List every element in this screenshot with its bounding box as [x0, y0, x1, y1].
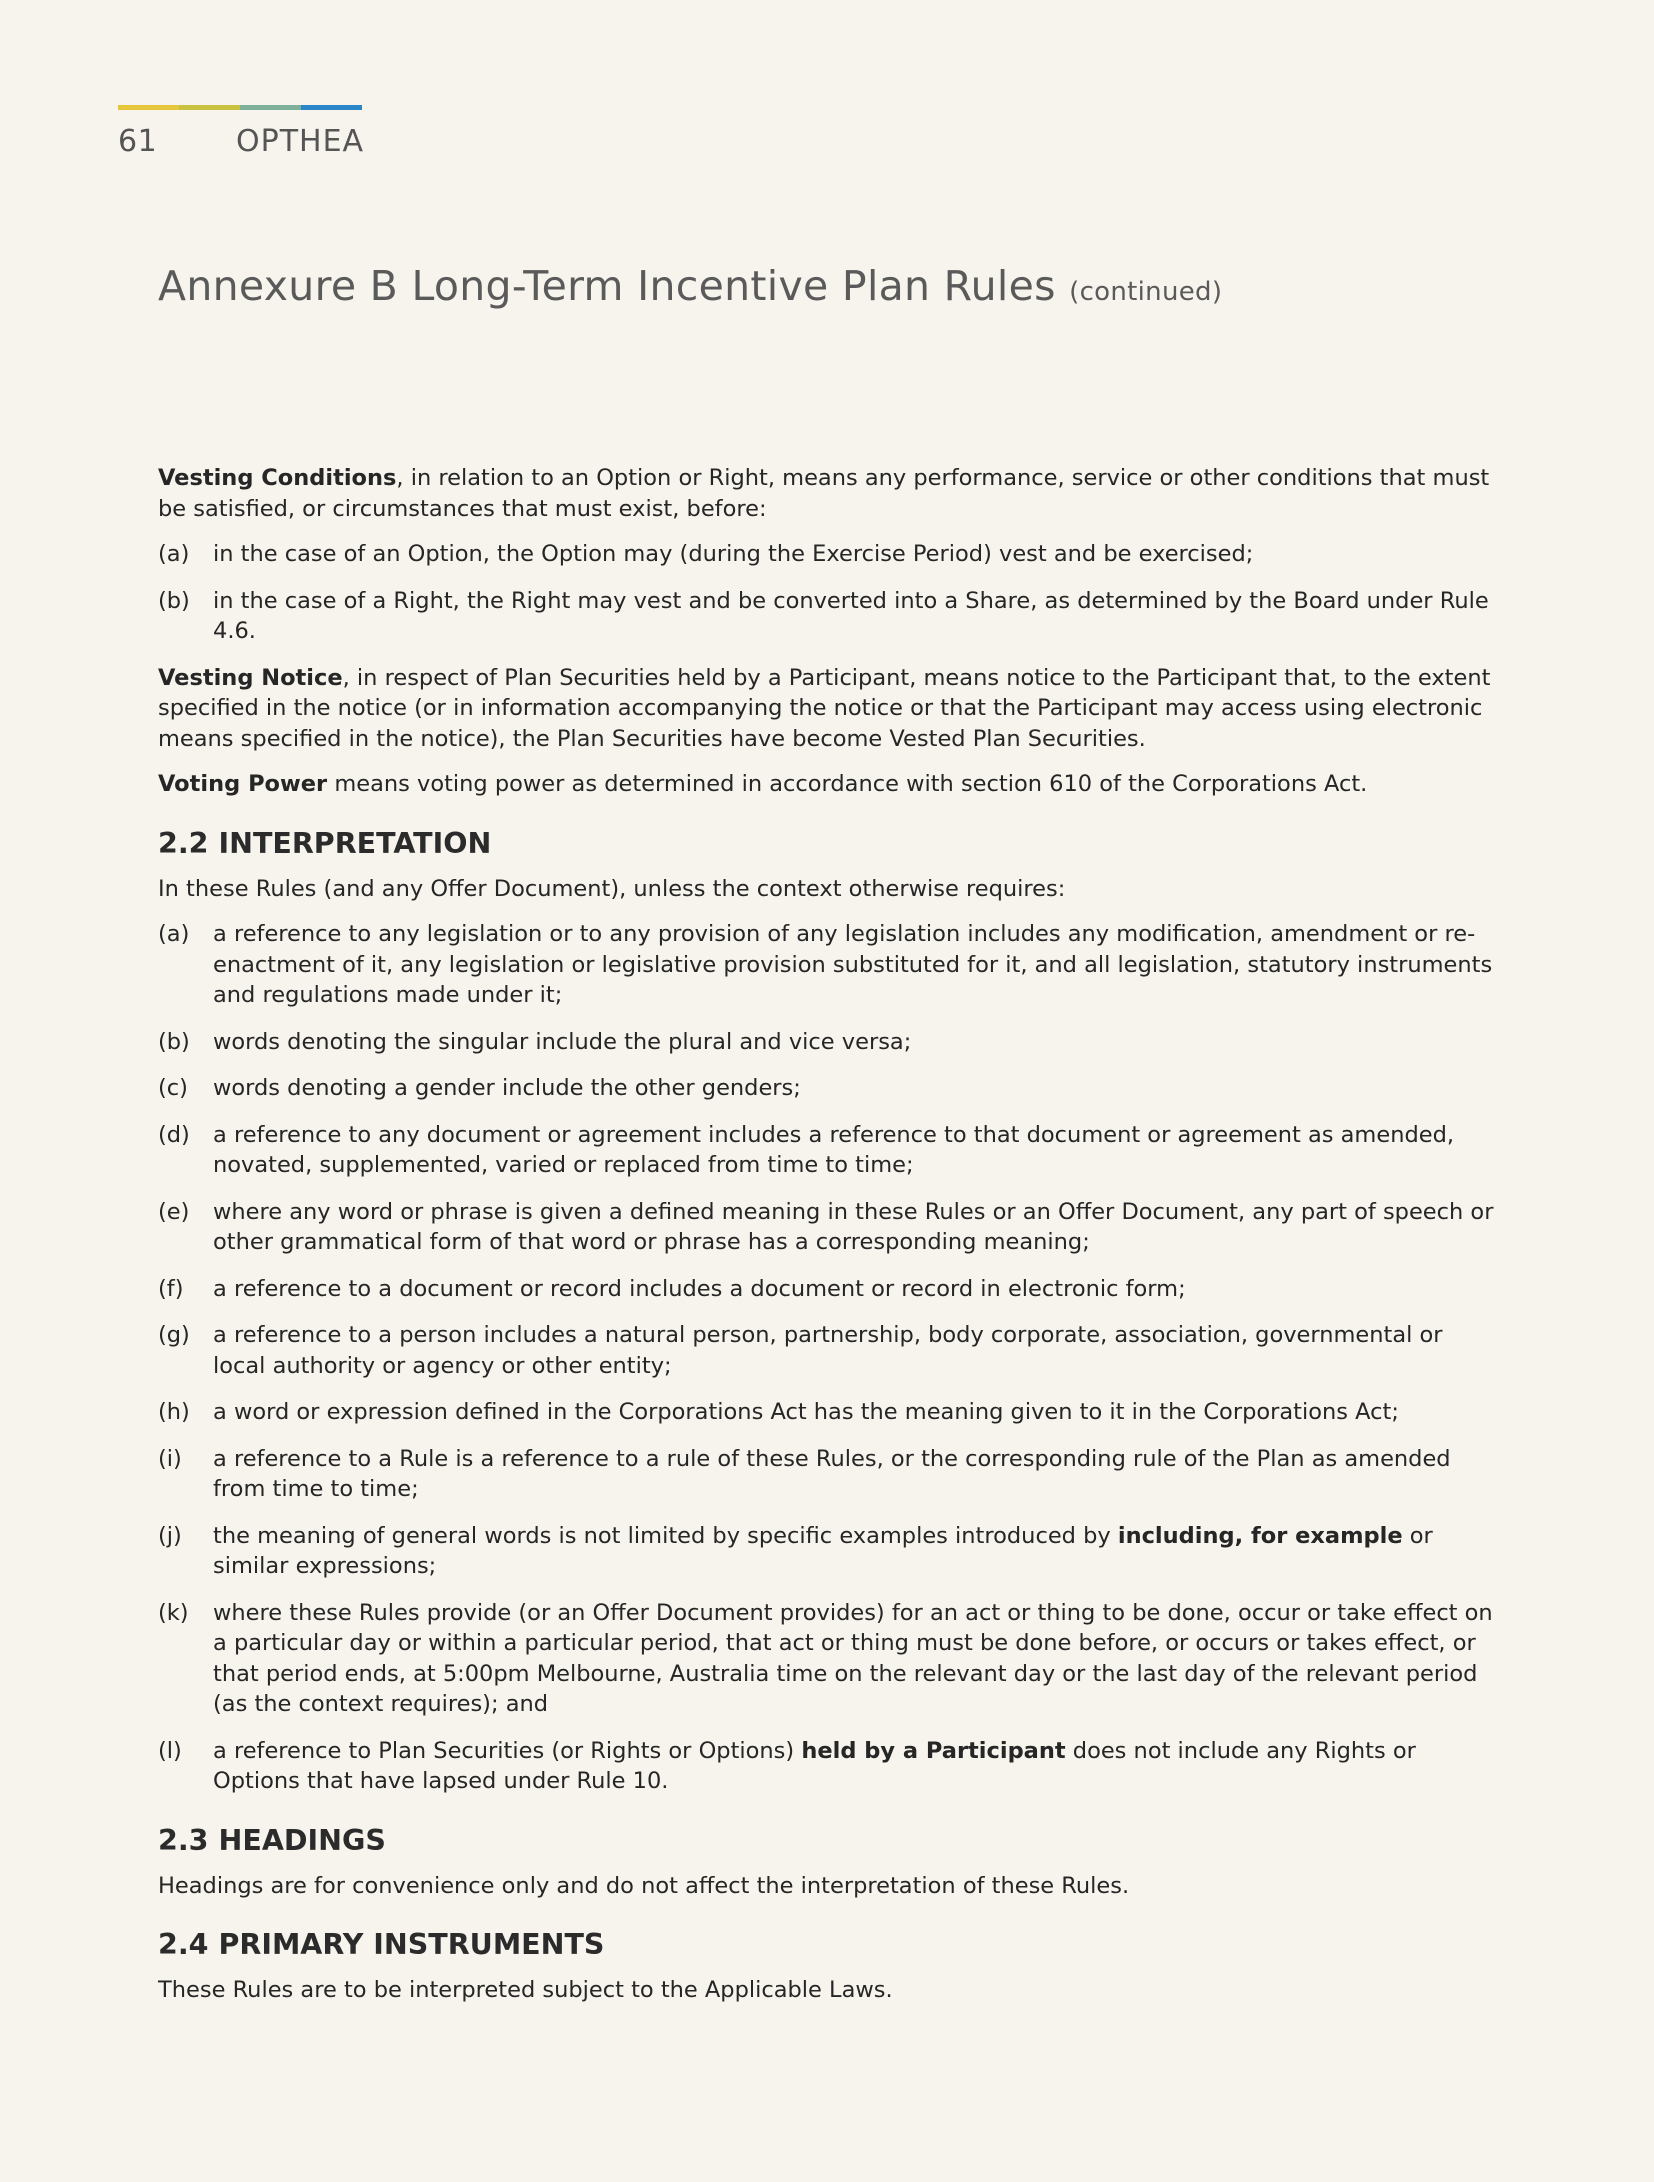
page-title-suffix: (continued) [1069, 277, 1223, 307]
definition-text: , in respect of Plan Securities held by a Participant, means notice to the Participant that, to the extent specified in the notice (or in information accompanying the notice or that the Participant may access using electronic means specified in the notice), the Plan Securities have become Vested Plan Securities. [158, 664, 1491, 752]
accent-segment-3 [240, 105, 301, 110]
list-item-label: (a) [158, 541, 190, 567]
section-heading-headings [158, 1823, 1498, 1859]
list-item-label: (l) [158, 1737, 182, 1764]
bold-text-segment: held by a Participant [801, 1737, 1066, 1764]
section-text: Headings are for convenience only and do not affect the interpretation of these Rules. [158, 1872, 1130, 1899]
section-number: 2.4 [158, 1928, 209, 1961]
interpretation-list [158, 919, 1498, 1505]
list-item-text: a word or expression defined in the Corporations Act has the meaning given to it in the Corporations Act; [213, 1399, 1399, 1425]
section-number: 2.3 [158, 1823, 209, 1857]
list-item [158, 1197, 1498, 1258]
list-item-text: in the case of an Option, the Option may (during the Exercise Period) vest and be exercised; [213, 541, 1254, 567]
section-text: These Rules are to be interpreted subject to the Applicable Laws. [158, 1977, 893, 2003]
page-title [158, 262, 1222, 310]
defined-term: Vesting Notice [158, 664, 343, 691]
bold-text-segment: including, for example [1117, 1522, 1403, 1549]
accent-segment-4 [301, 105, 362, 110]
list-item-text: a reference to a document or record includes a document or record in electronic form; [213, 1275, 1186, 1302]
definition-text: means voting power as determined in accordance with section 610 of the Corporations Act. [327, 771, 1368, 797]
list-item-label: (b) [158, 587, 190, 614]
list-item-label: (j) [158, 1522, 182, 1549]
list-item-label: (c) [158, 1075, 188, 1101]
list-item-text: a reference to a person includes a natural person, partnership, body corporate, association, governmental or local authority or agency or other entity; [213, 1322, 1443, 1379]
section-number: 2.2 [158, 826, 209, 860]
list-item-text: words denoting a gender include the other genders; [213, 1075, 801, 1101]
list-item-label: (i) [158, 1445, 182, 1472]
list-item-label: (g) [158, 1322, 190, 1348]
list-item [158, 1444, 1498, 1505]
list-item [158, 1120, 1498, 1181]
text-segment: does not include any Rights or Options that have lapsed under Rule 10. [213, 1737, 1416, 1794]
list-item-text: where these Rules provide (or an Offer Document provides) for an act or thing to be done, occur or take effect on a particular day or within a particular period, that act or thing must be done before, or occurs or takes effect, or that period ends, at 5:00pm Melbourne, Australia time on the relevant day or the last day of the relevant period (as the context requires); and [213, 1599, 1493, 1717]
list-item-text [213, 1521, 1498, 1582]
list-item-label: (b) [158, 1028, 190, 1055]
list-item-label: (d) [158, 1121, 190, 1148]
accent-segment-1 [118, 105, 179, 110]
list-item [158, 586, 1498, 647]
list-item [158, 1397, 1498, 1428]
page-title-main: Annexure B Long-Term Incentive Plan Rules [158, 262, 1056, 310]
list-item [158, 1598, 1498, 1720]
section-title: INTERPRETATION [218, 826, 492, 860]
list-item [158, 1320, 1498, 1381]
section-heading-primary-instruments [158, 1927, 1498, 1963]
section-heading-interpretation [158, 826, 1498, 862]
list-item-label: (h) [158, 1399, 190, 1425]
list-item [158, 1274, 1498, 1305]
list-item-text: a reference to any document or agreement includes a reference to that document or agreement as amended, novated, supplemented, varied or replaced from time to time; [213, 1121, 1455, 1178]
section-title: PRIMARY INSTRUMENTS [218, 1928, 605, 1961]
text-segment: a reference to Plan Securities (or Rights or Options) [213, 1737, 802, 1764]
accent-segment-2 [179, 105, 240, 110]
definition-text: , in relation to an Option or Right, means any performance, service or other conditions that must be satisfied, or circumstances that must exist, before: [158, 465, 1490, 522]
header-accent-bar [118, 105, 362, 110]
list-item [158, 1027, 1498, 1058]
page-number: 61 [118, 124, 158, 159]
list-item-label: (e) [158, 1198, 190, 1225]
brand-name: OPTHEA [236, 124, 365, 159]
list-item-text: a reference to any legislation or to any provision of any legislation includes any modification, amendment or re-enactment of it, any legislation or legislative provision substituted for it, and all legislation, statutory instruments and regulations made under it; [213, 921, 1493, 1008]
list-item [158, 1736, 1498, 1797]
definition-vesting-notice [158, 663, 1498, 755]
list-item-text: a reference to a Rule is a reference to a rule of these Rules, or the corresponding rule of the Plan as amended from time to time; [213, 1445, 1451, 1502]
list-item [158, 539, 1498, 570]
document-body [158, 463, 1498, 2021]
defined-term: Vesting Conditions [158, 465, 397, 491]
text-segment: or similar expressions; [213, 1522, 1433, 1579]
list-item-text [213, 1736, 1498, 1797]
definition-voting-power [158, 769, 1498, 800]
text-segment: the meaning of general words is not limited by specific examples introduced by [213, 1522, 1118, 1549]
list-item [158, 919, 1498, 1011]
defined-term: Voting Power [158, 771, 328, 797]
list-item [158, 1073, 1498, 1104]
list-item-text: where any word or phrase is given a defined meaning in these Rules or an Offer Document, any part of speech or other grammatical form of that word or phrase has a corresponding meaning; [213, 1198, 1494, 1255]
definition-vesting-conditions [158, 463, 1498, 524]
list-item [158, 1521, 1498, 1582]
list-item-label: (a) [158, 921, 190, 947]
section-title: HEADINGS [218, 1823, 386, 1857]
list-item-label: (k) [158, 1599, 189, 1626]
list-item-text: in the case of a Right, the Right may vest and be converted into a Share, as determined by the Board under Rule 4.6. [213, 587, 1489, 644]
section-intro: In these Rules (and any Offer Document), unless the context otherwise requires: [158, 875, 1066, 902]
list-item-label: (f) [158, 1275, 184, 1302]
list-item-text: words denoting the singular include the plural and vice versa; [213, 1028, 912, 1055]
